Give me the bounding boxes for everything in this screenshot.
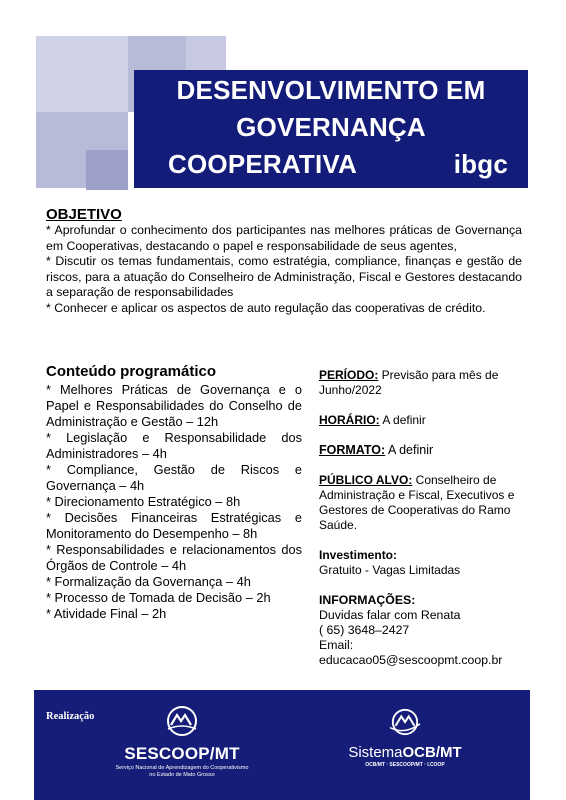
sescoop-subtitle-1: Serviço Nacional de Aprendizagem do Cooperativismo xyxy=(115,765,249,771)
title-line-3 xyxy=(134,146,528,183)
objetivo-item: * Conhecer e aplicar os aspectos de auto regulação das cooperativas de crédito. xyxy=(46,300,486,315)
decor-square xyxy=(186,36,226,74)
conteudo-item: * Melhores Práticas de Governança e o Papel e Responsabilidades do Conselho de Administração e Gestão – 12h xyxy=(46,382,302,429)
publico-block xyxy=(319,473,519,533)
conteudo-item: * Legislação e Responsabilidade dos Administradores – 4h xyxy=(46,430,302,461)
investimento-label: Investimento: xyxy=(319,548,398,562)
conteudo-item: * Decisões Financeiras Estratégicas e Monitoramento do Desempenho – 8h xyxy=(46,510,302,541)
publico-value: Conselheiro de Administração e Fiscal, Executivos e Gestores de Cooperativas do Ramo Saúde. xyxy=(319,473,515,532)
informacoes-block xyxy=(319,593,519,668)
formato-value: A definir xyxy=(385,443,434,457)
ocb-emblem-icon xyxy=(388,707,422,737)
ocb-logo xyxy=(340,707,470,787)
conteudo-heading: Conteúdo programático xyxy=(46,363,217,380)
sescoop-subtitle-2: no Estado de Mato Grosso xyxy=(149,772,215,778)
objetivo-item: * Aprofundar o conhecimento dos participantes nas melhores práticas de Governança em Cooperativas, destacando o papel e responsabilidade de seus agentes, xyxy=(46,223,522,253)
informacoes-contact: Duvidas falar com Renata xyxy=(319,608,461,622)
conteudo-section xyxy=(46,363,302,622)
title-line-2: GOVERNANÇA xyxy=(236,112,426,142)
realizacao-label: Realização xyxy=(46,711,95,722)
conteudo-item: * Direcionamento Estratégico – 8h xyxy=(46,494,241,509)
objetivo-heading: OBJETIVO xyxy=(46,206,122,223)
periodo-block xyxy=(319,368,519,398)
investimento-value: Gratuito - Vagas Limitadas xyxy=(319,563,461,577)
publico-label: PÚBLICO ALVO: xyxy=(319,473,413,487)
formato-block xyxy=(319,443,519,458)
objetivo-section xyxy=(46,206,522,317)
investimento-block xyxy=(319,548,519,578)
conteudo-item: * Responsabilidades e relacionamentos dos Órgãos de Controle – 4h xyxy=(46,542,302,573)
horario-label: HORÁRIO: xyxy=(319,413,380,427)
info-column xyxy=(319,368,519,683)
informacoes-label: INFORMAÇÕES: xyxy=(319,593,416,607)
decor-square xyxy=(86,150,128,190)
decor-square xyxy=(36,36,128,112)
ibgc-brand: ibgc xyxy=(453,149,508,179)
conteudo-item: * Formalização da Governança – 4h xyxy=(46,574,251,589)
conteudo-item: * Processo de Tomada de Decisão – 2h xyxy=(46,590,271,605)
sescoop-logo xyxy=(112,705,252,795)
periodo-value: Previsão para mês de Junho/2022 xyxy=(319,368,499,397)
sescoop-name: SESCOOP/MT xyxy=(124,744,240,763)
title-line-1: DESENVOLVIMENTO EM xyxy=(176,75,486,105)
horario-value: A definir xyxy=(379,413,426,427)
title-line-3-text: COOPERATIVA xyxy=(168,149,358,179)
ocb-name xyxy=(340,744,470,761)
sescoop-emblem-icon xyxy=(164,705,200,737)
informacoes-email-label: Email: xyxy=(319,638,354,652)
formato-label: FORMATO: xyxy=(319,443,386,457)
informacoes-email[interactable]: educacao05@sescoopmt.coop.br xyxy=(319,653,503,667)
conteudo-item: * Atividade Final – 2h xyxy=(46,606,167,621)
horario-block xyxy=(319,413,519,428)
ocb-name-bold: OCB/MT xyxy=(402,744,462,761)
periodo-label: PERÍODO: xyxy=(319,368,379,382)
objetivo-item: * Discutir os temas fundamentais, como estratégia, compliance, finanças e gestão de riscos, para a atuação do Conselheiro de Administração, Fiscal e Gestores destacando a separação de responsabilidades xyxy=(46,254,522,300)
page-title xyxy=(134,72,528,183)
conteudo-item: * Compliance, Gestão de Riscos e Governança – 4h xyxy=(46,462,302,493)
ocb-name-light: Sistema xyxy=(348,744,403,761)
informacoes-phone: ( 65) 3648–2427 xyxy=(319,623,410,637)
ocb-subtitle: OCB/MT · SESCOOP/MT · I.COOP xyxy=(365,762,445,768)
